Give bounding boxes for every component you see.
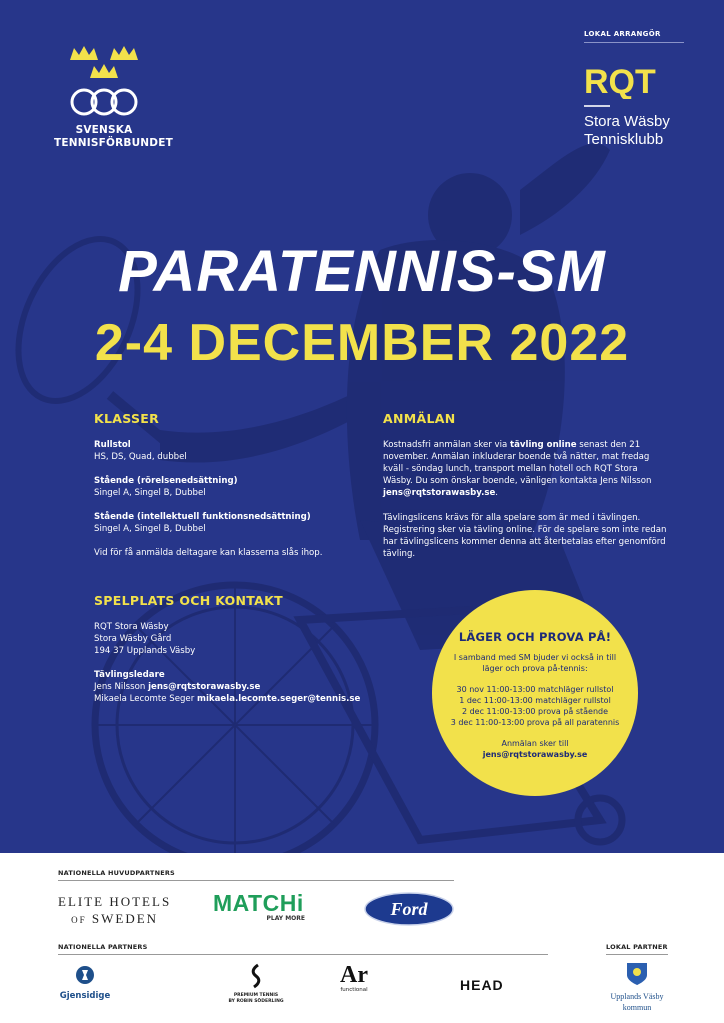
registration-heading: ANMÄLAN (383, 411, 456, 426)
camp-date-item: 2 dec 11:00-13:00 prova på stående (461, 707, 609, 716)
camp-title: LÄGER OCH PROVA PÅ! (458, 630, 612, 644)
elite-line1: ELITE HOTELS (58, 894, 172, 909)
class-group-items: HS, DS, Quad, dubbel (94, 452, 187, 462)
divider (58, 880, 454, 881)
divider (58, 954, 548, 955)
local-organizer (584, 30, 684, 149)
local-organizer-label: LOKAL ARRANGÖR (584, 30, 684, 43)
club-name-line2: Tennisklubb (584, 131, 664, 148)
venue-heading: SPELPLATS OCH KONTAKT (94, 593, 283, 608)
camp-dates (432, 684, 638, 728)
camp-signup-email[interactable]: jens@rqtstorawasby.se (482, 750, 588, 759)
federation-logo (54, 40, 173, 150)
ar-mark: Ar (340, 962, 368, 988)
camp-intro (432, 652, 638, 674)
class-group-items: Singel A, Singel B, Dubbel (94, 488, 206, 498)
camp-date-item: 3 dec 11:00-13:00 prova på all paratennis (450, 718, 620, 727)
text-run: senast den 21 november. Anmälan inkluderar boende två nätter, mat fredag kväll - söndag lunch, transport mellan hotell och RQT Stora Wäsby. Du som önskar boende, vänligen kontakta Jens Nilsson (383, 440, 652, 486)
national-partners-label: NATIONELLA PARTNERS (58, 943, 148, 951)
leaders-heading: Tävlingsledare (94, 670, 165, 680)
registration-paragraph-2: Tävlingslicens krävs för alla spelare som är med i tävlingen. Registrering sker via tävling online. För de spelare som inte redan har tävlingslicens kommer denna att återbetalas efter genomförd tävling. (383, 513, 667, 559)
upplands-line1: Upplands Väsby (610, 992, 664, 1001)
event-dates: 2-4 DECEMBER 2022 (94, 314, 630, 372)
federation-name-line1: SVENSKA (75, 124, 133, 136)
premium-tennis-mark-icon (246, 963, 266, 989)
leader-email[interactable]: mikaela.lecomte.seger@tennis.se (197, 694, 361, 704)
national-main-partners-label: NATIONELLA HUVUDPARTNERS (58, 869, 175, 877)
address-line: Stora Wäsby Gård (94, 634, 172, 644)
matchi-logo (213, 891, 313, 922)
elite-line2: SWEDEN (91, 911, 159, 926)
class-group-name: Rullstol (94, 440, 131, 450)
address-line: 194 37 Upplands Väsby (94, 646, 196, 656)
camp-signup (432, 738, 638, 760)
camp-intro-line: läger och prova på-tennis: (482, 664, 588, 673)
matchi-word: MATCHi (213, 890, 304, 916)
matchi-tagline: PLAY MORE (266, 915, 305, 922)
ar-text: functional (340, 987, 368, 993)
gjensidige-logo (58, 965, 112, 1001)
ford-text: Ford (390, 899, 428, 919)
classes-note: Vid för få anmälda deltagare kan klasserna slås ihop. (94, 548, 323, 558)
gjensidige-emblem-icon (75, 965, 95, 985)
address-line: RQT Stora Wäsby (94, 622, 169, 632)
class-group (94, 439, 354, 463)
upplands-vasby-logo (605, 962, 669, 1012)
camp-signup-text: Anmälan sker till (501, 739, 569, 748)
event-title: PARATENNIS-SM (118, 239, 606, 304)
camp-circle (432, 590, 638, 796)
camp-date-item: 30 nov 11:00-13:00 matchläger rullstol (456, 685, 614, 694)
classes-section (94, 413, 354, 559)
venue-section (94, 595, 374, 705)
rqt-logo-text: RQT (584, 63, 656, 99)
federation-name-line2: TENNISFÖRBUNDET (54, 137, 173, 149)
class-group (94, 511, 354, 535)
leaders-block (94, 669, 374, 705)
rqt-logo (584, 63, 680, 99)
class-group-name: Stående (intellektuell funktionsnedsättning) (94, 512, 311, 522)
club-name-line1: Stora Wäsby (584, 113, 670, 130)
rqt-divider (584, 105, 610, 107)
partners-footer (0, 853, 724, 1023)
registration-paragraph-1 (383, 439, 668, 499)
class-group-name: Stående (rörelsenedsättning) (94, 476, 238, 486)
tavling-online-link[interactable]: tävling online (510, 440, 577, 450)
elite-hotels-logo (58, 893, 171, 929)
class-group-items: Singel A, Singel B, Dubbel (94, 524, 206, 534)
ar-functional-logo (334, 963, 374, 993)
leader-1 (94, 681, 374, 693)
leader-email[interactable]: jens@rqtstorawasby.se (148, 682, 261, 692)
upplands-line2: kommun (622, 1003, 652, 1012)
leader-name: Mikaela Lecomte Seger (94, 694, 195, 704)
local-partner-label: LOKAL PARTNER (606, 943, 668, 951)
three-crowns-icon (64, 40, 144, 120)
venue-address (94, 621, 374, 657)
ford-logo (364, 892, 454, 926)
premium-tennis-logo (226, 963, 286, 1005)
classes-heading: KLASSER (94, 411, 160, 426)
head-logo: HEAD (460, 977, 504, 993)
leader-name: Jens Nilsson (94, 682, 146, 692)
registration-section (383, 413, 668, 560)
text-run: . (495, 488, 499, 498)
premium-line1: PREMIUM TENNIS (233, 993, 279, 998)
divider (606, 954, 668, 955)
premium-line2: BY ROBIN SÖDERLING (228, 999, 284, 1004)
gjensidige-text: Gjensidige (59, 991, 111, 1001)
leader-2 (94, 693, 374, 705)
class-group (94, 475, 354, 499)
elite-of: OF (71, 915, 87, 925)
upplands-vasby-shield-icon (626, 962, 648, 986)
camp-intro-line: I samband med SM bjuder vi också in till (453, 653, 617, 662)
text-run: Kostnadsfri anmälan sker via (383, 440, 510, 450)
registration-email[interactable]: jens@rqtstorawasby.se (383, 488, 496, 498)
camp-date-item: 1 dec 11:00-13:00 matchläger rullstol (459, 696, 611, 705)
